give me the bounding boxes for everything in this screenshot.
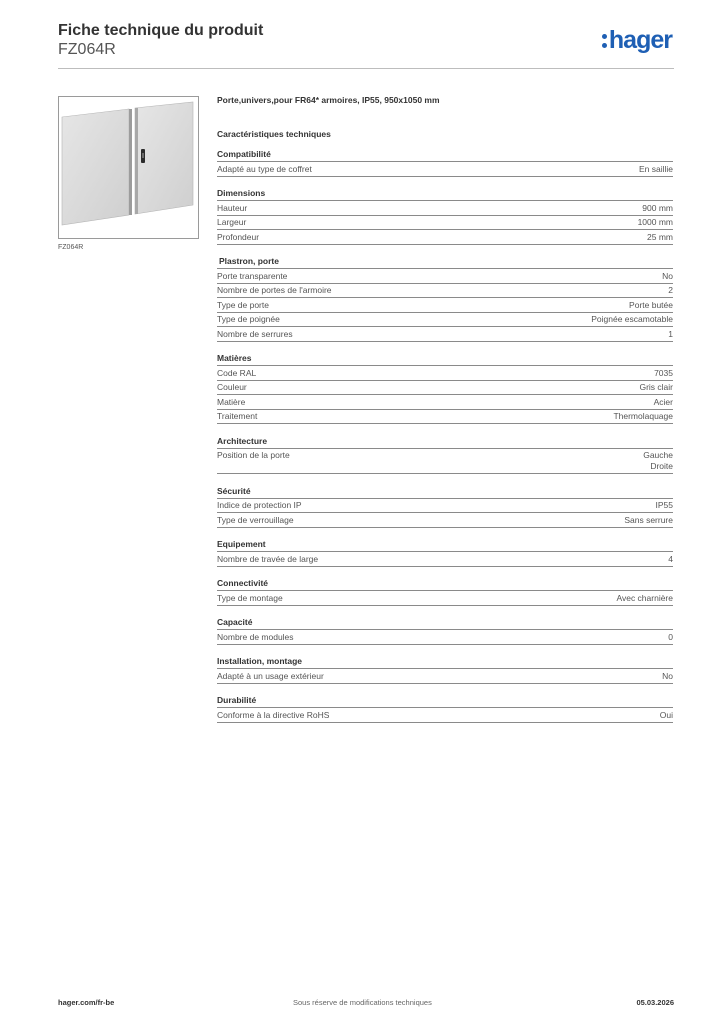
spec-row — [217, 630, 673, 645]
section-title: Matières — [217, 351, 673, 366]
section-title: Architecture — [217, 434, 673, 449]
section-matieres — [217, 351, 673, 424]
spec-value: 25 mm — [647, 231, 673, 242]
spec-value: Thermolaquage — [613, 411, 673, 421]
section-equipement — [217, 537, 673, 567]
spec-label: Type de poignée — [217, 314, 280, 324]
spec-row — [217, 669, 673, 684]
section-capacite — [217, 615, 673, 645]
spec-value: 1000 mm — [637, 217, 673, 227]
spec-row — [217, 449, 673, 475]
header-divider — [58, 68, 674, 69]
image-caption: FZ064R — [58, 244, 84, 251]
spec-row — [217, 410, 673, 425]
spec-value-line: Gauche — [643, 450, 673, 460]
section-dimensions — [217, 186, 673, 245]
spec-row — [217, 381, 673, 396]
spec-value: 0 — [668, 631, 673, 642]
spec-row — [217, 201, 673, 216]
spec-value: No — [662, 670, 673, 681]
spec-label: Position de la porte — [217, 450, 290, 460]
spec-value: 900 mm — [642, 202, 673, 213]
spec-label: Porte transparente — [217, 270, 288, 281]
logo-dots-icon — [602, 34, 607, 48]
spec-label: Matière — [217, 396, 246, 407]
spec-label: Adapté au type de coffret — [217, 163, 312, 174]
product-image — [58, 96, 199, 239]
spec-row — [217, 327, 673, 342]
spec-row — [217, 366, 673, 381]
section-connectivite — [217, 576, 673, 606]
spec-value: En saillie — [638, 163, 673, 174]
section-title: Installation, montage — [217, 654, 673, 669]
page-header — [58, 20, 674, 70]
characteristics-heading: Caractéristiques techniques — [217, 129, 331, 139]
spec-value: Poignée escamotable — [591, 314, 673, 324]
spec-value: No — [662, 270, 673, 281]
document-date: 05.03.2026 — [636, 998, 674, 1007]
spec-value: Acier — [653, 396, 673, 407]
page-footer — [58, 994, 674, 1010]
spec-row — [217, 216, 673, 231]
spec-value: 4 — [668, 553, 673, 564]
section-architecture — [217, 434, 673, 475]
spec-row — [217, 313, 673, 328]
section-compatibilite — [217, 147, 673, 177]
spec-value: 7035 — [654, 367, 673, 378]
spec-label: Nombre de portes de l'armoire — [217, 285, 332, 295]
spec-value — [643, 450, 673, 472]
hager-logo[interactable] — [602, 26, 672, 55]
spec-row — [217, 552, 673, 567]
section-title: Compatibilité — [217, 147, 673, 162]
logo-text: hager — [608, 26, 672, 54]
spec-label: Type de porte — [217, 299, 269, 310]
door-illustration-icon — [59, 97, 198, 238]
spec-label: Hauteur — [217, 202, 248, 213]
spec-label: Nombre de travée de large — [217, 553, 319, 564]
spec-row — [217, 269, 673, 284]
spec-value: 2 — [668, 285, 673, 295]
section-title: Durabilité — [217, 693, 673, 708]
spec-label: Profondeur — [217, 231, 260, 242]
section-plastron-porte — [217, 254, 673, 342]
product-description: Porte,univers,pour FR64* armoires, IP55, 950x1050 mm — [217, 95, 440, 105]
section-title: Dimensions — [217, 186, 673, 201]
spec-row — [217, 499, 673, 514]
spec-value: Porte butée — [629, 299, 673, 310]
document-title: Fiche technique du produit — [58, 22, 264, 39]
section-securite — [217, 484, 673, 528]
section-title: Equipement — [217, 537, 673, 552]
section-title: Capacité — [217, 615, 673, 630]
spec-row — [217, 162, 673, 177]
section-title: Plastron, porte — [217, 254, 673, 269]
spec-value: Sans serrure — [624, 514, 673, 525]
spec-row — [217, 708, 673, 723]
section-installation-montage — [217, 654, 673, 684]
spec-label: Nombre de modules — [217, 631, 294, 642]
spec-label: Nombre de serrures — [217, 328, 293, 339]
spec-value: 1 — [668, 328, 673, 339]
spec-row — [217, 513, 673, 528]
spec-label: Type de verrouillage — [217, 514, 294, 525]
spec-row — [217, 591, 673, 606]
spec-value: Gris clair — [639, 382, 673, 392]
section-durabilite — [217, 693, 673, 723]
spec-label: Type de montage — [217, 592, 283, 603]
spec-label: Traitement — [217, 411, 258, 421]
spec-label: Largeur — [217, 217, 247, 227]
spec-value: Avec charnière — [616, 592, 673, 603]
footer-note: Sous réserve de modifications techniques — [293, 998, 432, 1007]
spec-label: Code RAL — [217, 367, 257, 378]
spec-value: IP55 — [655, 500, 673, 510]
product-reference: FZ064R — [58, 41, 116, 58]
technical-sheet — [217, 94, 673, 723]
spec-label: Adapté à un usage extérieur — [217, 670, 324, 681]
spec-value: Oui — [659, 709, 673, 720]
section-title: Sécurité — [217, 484, 673, 499]
spec-row — [217, 284, 673, 299]
website-link[interactable]: hager.com/fr-be — [58, 998, 115, 1007]
spec-label: Indice de protection IP — [217, 500, 302, 510]
section-title: Connectivité — [217, 576, 673, 591]
spec-label: Conforme à la directive RoHS — [217, 709, 330, 720]
spec-label: Couleur — [217, 382, 247, 392]
spec-row — [217, 395, 673, 410]
spec-row — [217, 298, 673, 313]
spec-row — [217, 230, 673, 245]
spec-value-line: Droite — [650, 461, 673, 471]
